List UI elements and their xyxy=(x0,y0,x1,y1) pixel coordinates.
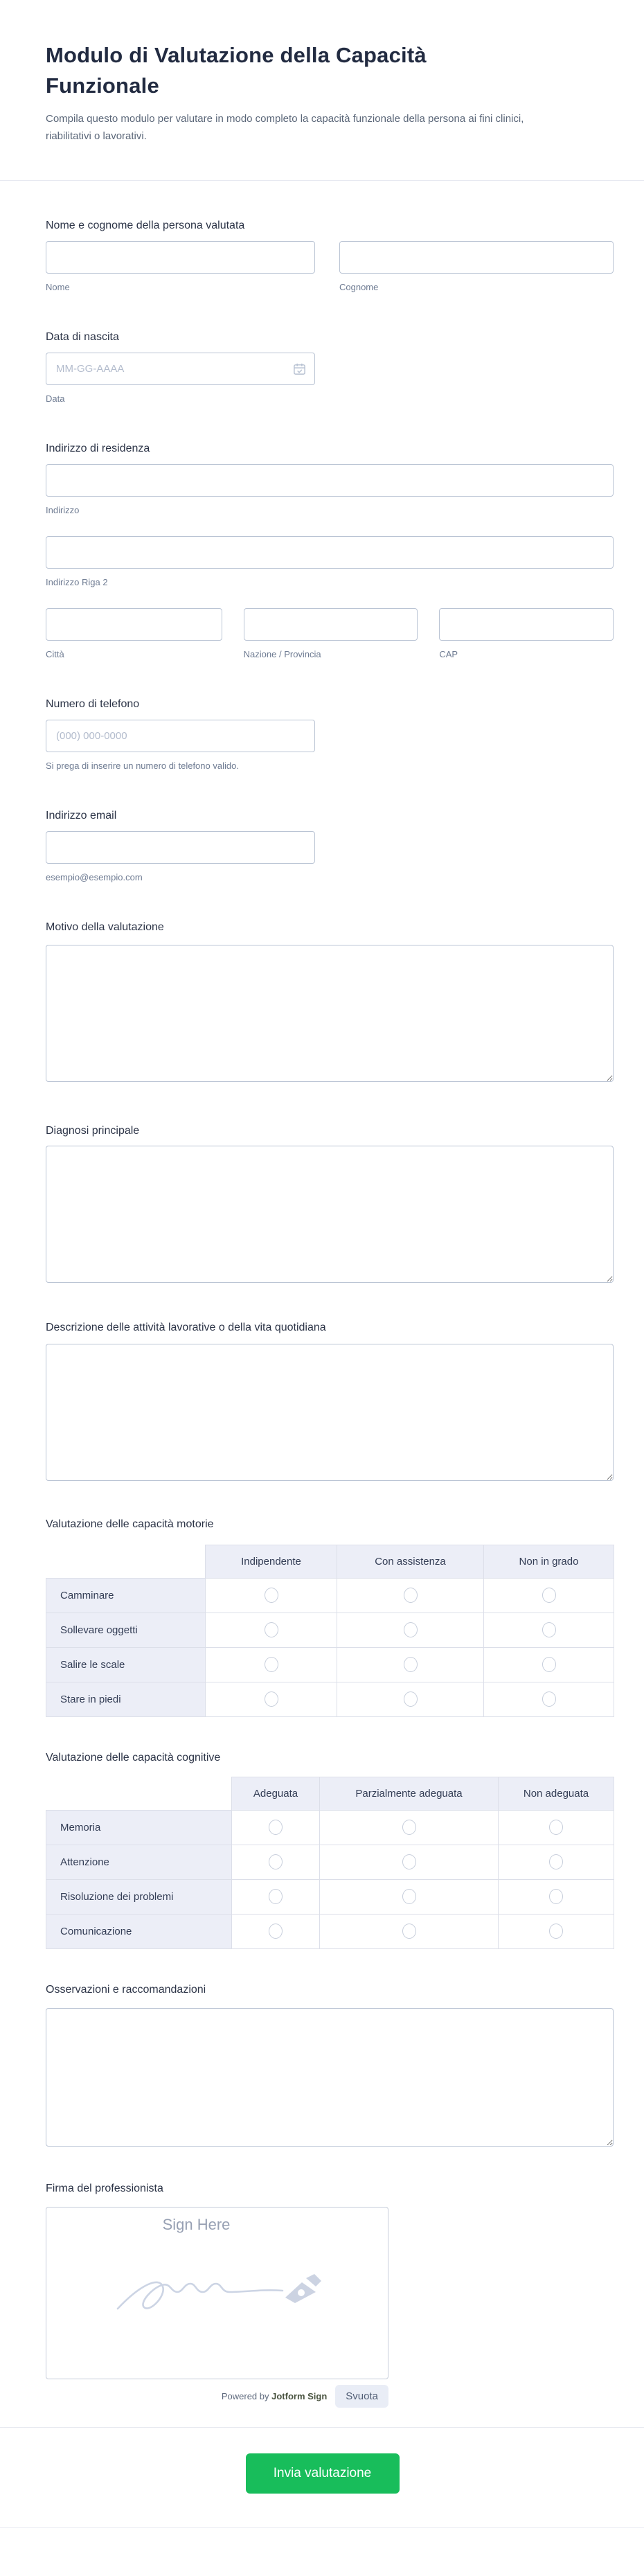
cognitive-row-label: Attenzione xyxy=(46,1845,232,1879)
phone-sublabel: Si prega di inserire un numero di telefono valido. xyxy=(46,760,239,771)
last-name-input[interactable] xyxy=(339,241,614,274)
radio-comunicazione-non-adeguata[interactable] xyxy=(549,1924,563,1939)
birth-date-label: Data di nascita xyxy=(46,330,119,343)
cognitive-col-header: Parzialmente adeguata xyxy=(320,1777,499,1810)
radio-in-piedi-con-assistenza[interactable] xyxy=(404,1691,418,1707)
clear-signature-button[interactable]: Svuota xyxy=(335,2385,388,2408)
question-full-name xyxy=(46,220,614,292)
jotform-sign-brand: Jotform Sign xyxy=(271,2390,328,2401)
signature-pad[interactable] xyxy=(46,2207,388,2379)
question-address xyxy=(46,443,614,659)
first-name-sublabel: Nome xyxy=(46,281,70,292)
radio-sollevare-non-in-grado[interactable] xyxy=(542,1622,556,1637)
address-line1-sublabel: Indirizzo xyxy=(46,504,80,515)
reason-textarea[interactable] xyxy=(46,945,614,1082)
bottom-strip xyxy=(0,2528,644,2529)
motor-col-header: Indipendente xyxy=(206,1545,337,1578)
birth-date-input[interactable] xyxy=(46,353,315,385)
motor-row-label: Stare in piedi xyxy=(46,1682,206,1716)
form-footer xyxy=(0,2428,644,2527)
first-name-input[interactable] xyxy=(46,241,315,274)
diagnosis-textarea[interactable] xyxy=(46,1146,614,1283)
observations-textarea[interactable] xyxy=(46,2008,614,2147)
phone-label: Numero di telefono xyxy=(46,698,140,710)
radio-problemi-adeguata[interactable] xyxy=(269,1889,283,1904)
question-phone xyxy=(46,698,614,771)
city-col xyxy=(46,608,222,659)
cognitive-row-label: Risoluzione dei problemi xyxy=(46,1879,232,1914)
state-sublabel: Nazione / Provincia xyxy=(243,648,321,659)
radio-problemi-non-adeguata[interactable] xyxy=(549,1889,563,1904)
first-name-col xyxy=(46,241,315,292)
email-input[interactable] xyxy=(46,831,315,864)
state-input[interactable] xyxy=(244,608,418,641)
cognitive-row-label: Comunicazione xyxy=(46,1914,232,1948)
last-name-sublabel: Cognome xyxy=(339,281,379,292)
motor-col-header: Non in grado xyxy=(484,1545,614,1578)
reason-label: Motivo della valutazione xyxy=(46,921,164,933)
cognitive-row-label: Memoria xyxy=(46,1810,232,1845)
radio-scale-non-in-grado[interactable] xyxy=(542,1657,556,1672)
page-subtitle: Compila questo modulo per valutare in modo completo la capacità funzionale della persona ai fini clinici, riabilitativi o lavorativi. xyxy=(46,113,524,142)
address-line2-input[interactable] xyxy=(46,536,614,569)
signature-label: Firma del professionista xyxy=(46,2182,163,2194)
radio-sollevare-con-assistenza[interactable] xyxy=(404,1622,418,1637)
city-input[interactable] xyxy=(46,608,222,641)
question-signature xyxy=(46,2183,614,2408)
question-cognitive-matrix xyxy=(46,1752,614,1949)
question-activities xyxy=(46,1322,614,1481)
radio-scale-indipendente[interactable] xyxy=(265,1657,278,1672)
sign-here-placeholder: Sign Here xyxy=(162,2215,231,2233)
zip-sublabel: CAP xyxy=(439,648,458,659)
state-col xyxy=(244,608,418,659)
powered-by-text: Powered by Jotform Sign xyxy=(221,2390,328,2401)
zip-input[interactable] xyxy=(439,608,614,641)
cognitive-matrix-label: Valutazione delle capacità cognitive xyxy=(46,1751,221,1764)
motor-matrix-corner xyxy=(46,1545,206,1578)
radio-sollevare-indipendente[interactable] xyxy=(265,1622,278,1637)
last-name-col xyxy=(339,241,614,292)
cognitive-matrix-table xyxy=(46,1777,614,1949)
activities-textarea[interactable] xyxy=(46,1344,614,1481)
radio-attenzione-non-adeguata[interactable] xyxy=(549,1854,563,1869)
question-diagnosis xyxy=(46,1125,614,1283)
form-header xyxy=(0,0,644,180)
address-label: Indirizzo di residenza xyxy=(46,442,150,454)
cognitive-matrix-corner xyxy=(46,1777,232,1810)
email-sublabel: esempio@esempio.com xyxy=(46,871,143,882)
radio-memoria-adeguata[interactable] xyxy=(269,1820,283,1835)
question-email xyxy=(46,810,614,882)
radio-attenzione-parzialmente[interactable] xyxy=(402,1854,416,1869)
question-reason xyxy=(46,921,614,1082)
motor-row-label: Salire le scale xyxy=(46,1647,206,1682)
motor-col-header: Con assistenza xyxy=(337,1545,484,1578)
birth-date-sublabel: Data xyxy=(46,393,65,404)
form-body xyxy=(0,181,644,2427)
radio-memoria-non-adeguata[interactable] xyxy=(549,1820,563,1835)
radio-comunicazione-parzialmente[interactable] xyxy=(402,1924,416,1939)
phone-input[interactable] xyxy=(46,720,315,752)
radio-in-piedi-non-in-grado[interactable] xyxy=(542,1691,556,1707)
cognitive-col-header: Adeguata xyxy=(232,1777,320,1810)
radio-scale-con-assistenza[interactable] xyxy=(404,1657,418,1672)
question-observations xyxy=(46,1984,614,2147)
city-sublabel: Città xyxy=(46,648,64,659)
question-motor-matrix xyxy=(46,1518,614,1717)
radio-attenzione-adeguata[interactable] xyxy=(269,1854,283,1869)
motor-matrix-table xyxy=(46,1545,614,1717)
submit-button[interactable]: Invia valutazione xyxy=(246,2453,400,2494)
full-name-label: Nome e cognome della persona valutata xyxy=(46,219,245,231)
signature-footer xyxy=(46,2385,388,2408)
radio-in-piedi-indipendente[interactable] xyxy=(265,1691,278,1707)
address-line2-sublabel: Indirizzo Riga 2 xyxy=(46,576,108,587)
email-label: Indirizzo email xyxy=(46,809,117,821)
pen-nib-icon xyxy=(285,2274,321,2303)
motor-row-label: Sollevare oggetti xyxy=(46,1613,206,1647)
page-title: Modulo di Valutazione della Capacità Funzionale xyxy=(46,43,427,98)
motor-matrix-label: Valutazione delle capacità motorie xyxy=(46,1518,214,1530)
radio-comunicazione-adeguata[interactable] xyxy=(269,1924,283,1939)
cognitive-col-header: Non adeguata xyxy=(499,1777,614,1810)
radio-camminare-con-assistenza[interactable] xyxy=(404,1588,418,1603)
diagnosis-label: Diagnosi principale xyxy=(46,1124,140,1137)
question-birth-date xyxy=(46,331,614,404)
radio-problemi-parzialmente[interactable] xyxy=(402,1889,416,1904)
signature-art xyxy=(46,2274,388,2319)
address-line1-input[interactable] xyxy=(46,464,614,497)
radio-camminare-non-in-grado[interactable] xyxy=(542,1588,556,1603)
radio-camminare-indipendente[interactable] xyxy=(265,1588,278,1603)
signature-squiggle xyxy=(118,2282,283,2308)
motor-row-label: Camminare xyxy=(46,1578,206,1613)
observations-label: Osservazioni e raccomandazioni xyxy=(46,1983,206,1996)
activities-label: Descrizione delle attività lavorative o della vita quotidiana xyxy=(46,1321,326,1333)
radio-memoria-parzialmente[interactable] xyxy=(402,1820,416,1835)
zip-col xyxy=(439,608,614,659)
